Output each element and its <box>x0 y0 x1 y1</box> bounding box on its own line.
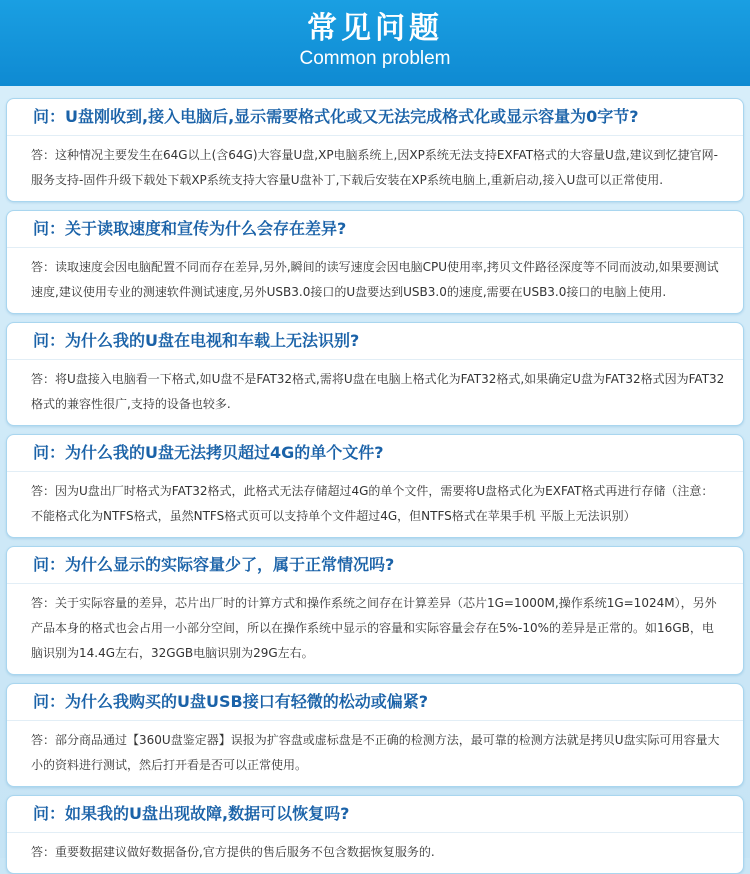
faq-question: 问：U盘刚收到,接入电脑后,显示需要格式化或又无法完成格式化或显示容量为0字节? <box>7 99 743 136</box>
faq-item-tv-car <box>6 322 744 426</box>
page-title: 常见问题 <box>307 11 443 46</box>
faq-item-usb-loose <box>6 683 744 787</box>
faq-answer: 答：关于实际容量的差异，芯片出厂时的计算方式和操作系统之间存在计算差异（芯片1G=1000M,操作系统1G=1024M），另外产品本身的格式也会占用一小部分空间，所以在操作系统中显示的容量和实际容量会存在5%-10%的差异是正常的。如16GB，电脑识别为14.4G左右，32GGB电脑识别为29G左右。 <box>31 596 717 660</box>
faq-question: 问：为什么我的U盘无法拷贝超过4G的单个文件? <box>7 435 743 472</box>
faq-answer: 答：读取速度会因电脑配置不同而存在差异,另外,瞬间的读写速度会因电脑CPU使用率,拷贝文件路径深度等不同而波动,如果要测试速度,建议使用专业的测速软件测试速度,另外USB3.0接口的U盘要达到USB3.0的速度,需要在USB3.0接口的电脑上使用. <box>31 260 719 299</box>
faq-item-4g-file <box>6 434 744 538</box>
faq-answer: 答：这种情况主要发生在64G以上(含64G)大容量U盘,XP电脑系统上,因XP系统无法支持EXFAT格式的大容量U盘,建议到忆捷官网-服务支持-固件升级下载处下载XP系统支持大容量U盘补丁,下载后安装在XP系统电脑上,重新启动,接入U盘可以正常使用. <box>31 148 718 187</box>
faq-item-read-speed <box>6 210 744 314</box>
faq-answer: 答：因为U盘出厂时格式为FAT32格式，此格式无法存储超过4G的单个文件，需要将U盘格式化为EXFAT格式再进行存储（注意：不能格式化为NTFS格式，虽然NTFS格式页可以支持单个文件超过4G，但NTFS格式在苹果手机 平版上无法识别） <box>31 484 714 523</box>
faq-question: 问：为什么显示的实际容量少了，属于正常情况吗? <box>7 547 743 584</box>
faq-question: 问：为什么我的U盘在电视和车载上无法识别? <box>7 323 743 360</box>
faq-answer: 答：重要数据建议做好数据备份,官方提供的售后服务不包含数据恢复服务的. <box>31 845 435 859</box>
faq-item-actual-capacity <box>6 546 744 675</box>
faq-answer: 答：将U盘接入电脑看一下格式,如U盘不是FAT32格式,需将U盘在电脑上格式化为FAT32格式,如果确定U盘为FAT32格式因为FAT32格式的兼容性很广,支持的设备也较多. <box>31 372 725 411</box>
header-banner <box>0 0 750 86</box>
faq-answer: 答：部分商品通过【360U盘鉴定器】误报为扩容盘或虚标盘是不正确的检测方法，最可靠的检测方法就是拷贝U盘实际可用容量大小的资料进行测试，然后打开看是否可以正常使用。 <box>31 733 720 772</box>
faq-list <box>0 86 750 858</box>
page-subtitle: Common problem <box>299 48 451 69</box>
faq-question: 问：如果我的U盘出现故障,数据可以恢复吗? <box>7 796 743 833</box>
faq-item-data-recovery <box>6 795 744 874</box>
faq-question: 问：关于读取速度和宣传为什么会存在差异? <box>7 211 743 248</box>
faq-question: 问：为什么我购买的U盘USB接口有轻微的松动或偏紧? <box>7 684 743 721</box>
faq-item-capacity-zero <box>6 98 744 202</box>
